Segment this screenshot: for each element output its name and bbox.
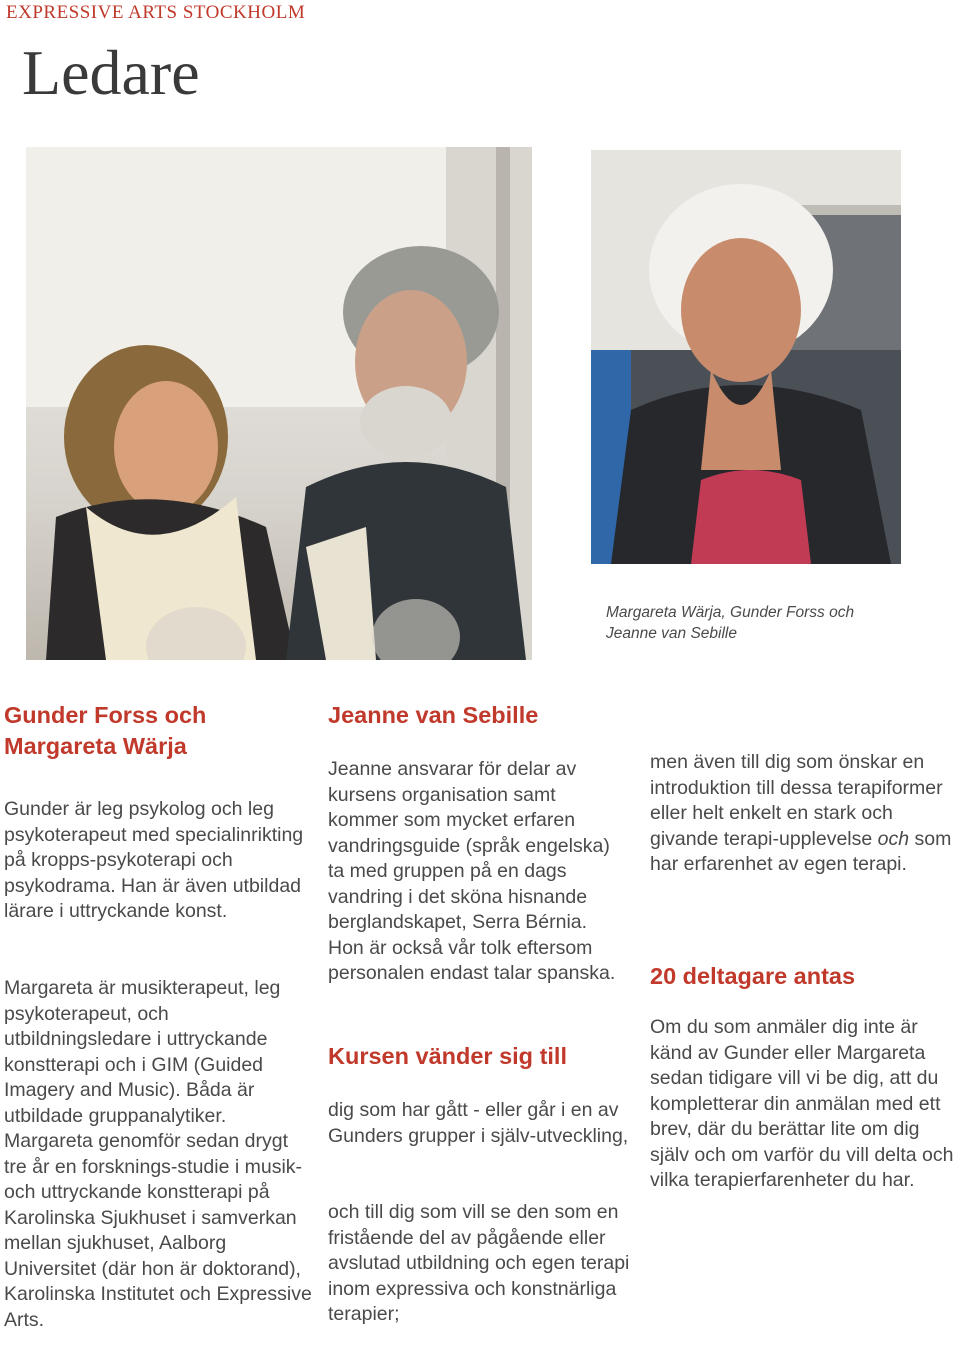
heading-gunder-margareta	[4, 700, 304, 762]
jeanne-bio: Jeanne ansvarar för delar av kursens organisation samt kommer som mycket erfaren vandringsguide (språk engelska) ta med gruppen på en dags vandring i det sköna hisnande berglandskapet, Serra Bérnia. Hon är också vår tolk eftersom personalen endast talar spanska.	[328, 758, 616, 984]
caption-line: Margareta Wärja, Gunder Forss och	[606, 604, 855, 621]
audience-emphasis: och	[877, 827, 910, 850]
org-name: EXPRESSIVE ARTS STOCKHOLM	[6, 2, 306, 23]
audience-text: som har erfarenhet av egen terapi.	[650, 827, 952, 875]
heading-audience: Kursen vänder sig till	[328, 1043, 567, 1069]
heading-jeanne: Jeanne van Sebille	[328, 702, 539, 728]
application-info: Om du som anmäler dig inte är känd av Gunder eller Margareta sedan tidigare vill vi be dig, att du kompletterar din anmälan med ett brev, där du berättar lite om dig själv och om varför du vill delta och vilka terapierfarenheter du har.	[650, 1016, 954, 1191]
page-title: Ledare	[22, 37, 200, 108]
margareta-bio: Margareta är musikterapeut, leg psykoterapeut, och utbildningsledare i uttryckande konstterapi och i GIM (Guided Imagery and Music). Båda är utbildade gruppanalytiker. Margareta genomför sedan drygt tre år en forsknings-studie i musik- och uttryckande konstterapi på Karolinska Sjukhuset i samverkan mellan sjukhuset, Aalborg Universitet (där hon är doktorand), Karolinska Institutet och Expressive Arts.	[4, 977, 312, 1331]
heading-line: Margareta Wärja	[4, 733, 187, 759]
audience-para-2: och till dig som vill se den som en fristående del av pågående eller avslutad utbildning och egen terapi inom expressiva och konstnärliga terapier;	[328, 1201, 630, 1325]
photo-jeanne	[591, 150, 901, 564]
gunder-bio: Gunder är leg psykolog och leg psykoterapeut med specialinrikting på kropps-psykoterapi och psykodrama. Han är även utbildad lärare i uttryckande konst.	[4, 798, 304, 922]
photo-gunder-and-margareta	[26, 147, 532, 660]
photo-caption	[606, 602, 936, 644]
caption-line: Jeanne van Sebille	[606, 625, 737, 642]
heading-participants: 20 deltagare antas	[650, 963, 856, 989]
photo-illustration	[591, 150, 901, 564]
audience-text: men även till dig som önskar en introduktion till dessa terapiformer eller helt enkelt en stark och givande terapi-upplevelse	[650, 751, 943, 850]
audience-para-1: dig som har gått - eller går i en av Gunders grupper i själv-utveckling,	[328, 1099, 629, 1147]
audience-para-3	[650, 750, 958, 878]
photo-illustration	[26, 147, 532, 660]
heading-line: Gunder Forss och	[4, 702, 207, 728]
